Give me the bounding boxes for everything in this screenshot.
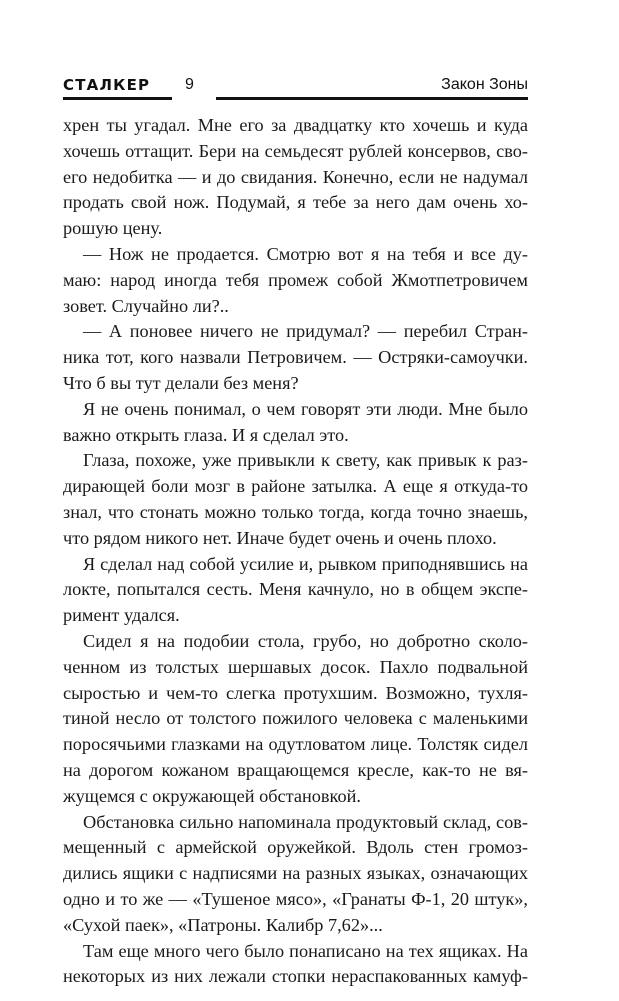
- text-line: римент удался.: [63, 605, 180, 626]
- page-number: 9: [185, 76, 194, 93]
- running-header: [0, 0, 619, 120]
- text-line: ника тот, кого назвали Петровичем. — Остряки-самоучки.: [63, 347, 528, 368]
- text-line: его недобитка — и до свидания. Конечно, если не надумал: [63, 166, 528, 187]
- text-line: Я сделал над собой усилие и, рывком приподнявшись на: [83, 553, 528, 574]
- text-line: некоторых из них лежали стопки нераспакованных камуф-: [63, 966, 528, 987]
- text-line: тиной несло от толстого пожилого человека с маленькими: [63, 708, 528, 729]
- text-line: Там еще много чего было понаписано на тех ящиках. На: [83, 940, 528, 961]
- body-text: [63, 113, 528, 990]
- text-line: что рядом никого нет. Иначе будет очень и очень плохо.: [63, 527, 497, 548]
- text-line: одно и то же — «Тушеное мясо», «Гранаты Ф-1, 20 штук»,: [63, 888, 528, 909]
- text-line: Обстановка сильно напоминала продуктовый склад, сов-: [83, 811, 528, 832]
- text-line: знал, что стонать можно только тогда, когда точно знаешь,: [63, 501, 528, 522]
- text-line: дирающей боли мозг в районе затылка. А еще я откуда-то: [63, 476, 528, 497]
- header-rule-left: [63, 97, 172, 100]
- text-line: рошую цену.: [63, 218, 163, 239]
- text-line: на дорогом кожаном вращающемся кресле, как-то не вя-: [63, 759, 528, 780]
- text-line: важно открыть глаза. И я сделал это.: [63, 424, 349, 445]
- header-rule-right: [216, 97, 528, 100]
- text-line: Сидел я на подобии стола, грубо, но добротно сколо-: [83, 630, 528, 651]
- text-line: сыростью и чем-то слегка протухшим. Возможно, тухля-: [63, 682, 528, 703]
- series-title: СТАЛКЕР: [63, 76, 151, 94]
- book-title: Закон Зоны: [441, 76, 528, 93]
- text-line: хочешь оттащит. Бери на семьдесят рублей консервов, сво-: [63, 140, 528, 161]
- text-line: поросячьими глазками на одутловатом лице. Толстяк сидел: [63, 734, 528, 755]
- text-line: Что б вы тут делали без меня?: [63, 372, 299, 393]
- text-line: локте, попытался сесть. Меня качнуло, но в общем экспе-: [63, 579, 528, 600]
- text-line: ченном из толстых шершавых досок. Пахло подвальной: [63, 656, 528, 677]
- text-line: Глаза, похоже, уже привыкли к свету, как привык к раз-: [83, 450, 528, 471]
- text-line: Я не очень понимал, о чем говорят эти люди. Мне было: [83, 398, 528, 419]
- text-line: «Сухой паек», «Патроны. Калибр 7,62»...: [63, 914, 383, 935]
- text-line: — Нож не продается. Смотрю вот я на тебя и все ду-: [83, 243, 528, 264]
- text-line: — А поновее ничего не придумал? — перебил Стран-: [83, 321, 528, 342]
- text-line: хрен ты угадал. Мне его за двадцатку кто хочешь и куда: [63, 115, 528, 135]
- text-line: маю: народ иногда тебя промеж собой Жмотпетровичем: [63, 269, 528, 290]
- text-line: зовет. Случайно ли?..: [63, 295, 229, 316]
- text-line: дились ящики с надписями на разных языках, означающих: [63, 863, 528, 884]
- text-line: мещенный с армейской оружейкой. Вдоль стен громоз-: [63, 837, 528, 858]
- text-line: продать свой нож. Подумай, я тебе за него дам очень хо-: [63, 192, 528, 213]
- text-line: жущемся с окружающей обстановкой.: [63, 785, 361, 806]
